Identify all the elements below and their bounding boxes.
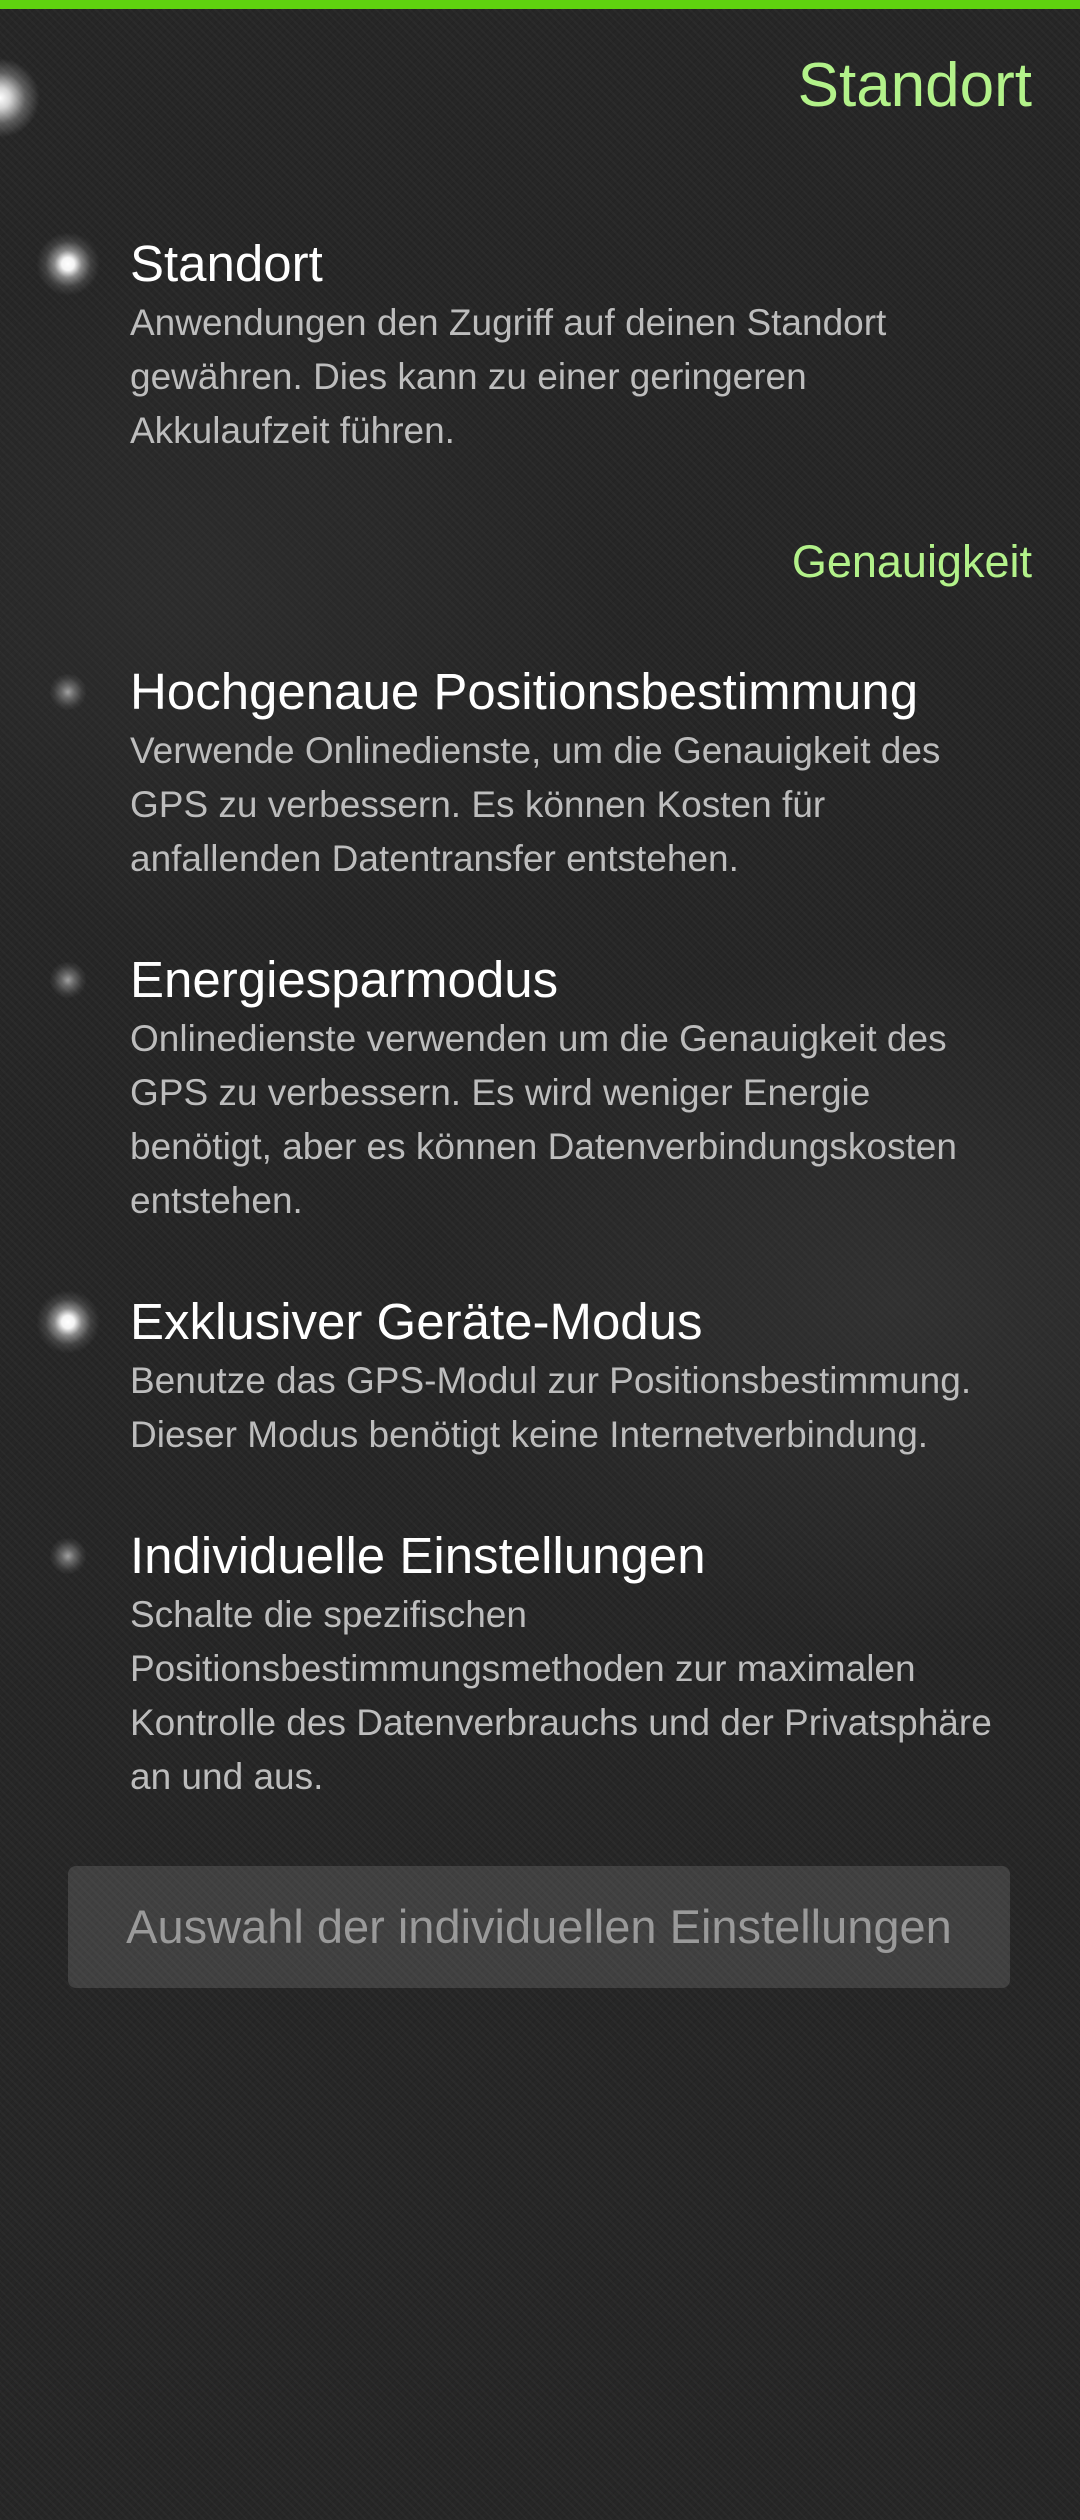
accuracy-option-description: Onlinedienste verwenden um die Genauigkeit des GPS zu verbessern. Es wird weniger Energie benötigt, aber es können Datenverbindungskosten entstehen. xyxy=(130,1018,957,1221)
accuracy-option-title: Hochgenaue Positionsbestimmung xyxy=(130,663,919,720)
location-switch-description: Anwendungen den Zugriff auf deinen Standort gewähren. Dies kann zu einer geringeren Akkulaufzeit führen. xyxy=(130,302,887,451)
accuracy-option-title: Energiesparmodus xyxy=(130,951,559,1008)
accuracy-option-battery-saving[interactable] xyxy=(0,948,1080,1228)
custom-settings-button[interactable]: Auswahl der individuellen Einstellungen xyxy=(68,1866,1010,1988)
accuracy-option-description: Schalte die spezifischen Positionsbestimmungsmethoden zur maximalen Kontrolle des Datenverbrauchs und der Privatsphäre an und aus. xyxy=(130,1594,992,1797)
status-bar-accent xyxy=(0,0,1080,9)
accuracy-option-title: Exklusiver Geräte-Modus xyxy=(130,1293,703,1350)
accuracy-option-title: Individuelle Einstellungen xyxy=(130,1527,706,1584)
location-switch-title: Standort xyxy=(130,235,323,292)
accuracy-option-custom[interactable] xyxy=(0,1524,1080,1804)
radio-indicator-icon xyxy=(50,1538,86,1574)
accuracy-option-high[interactable] xyxy=(0,660,1080,890)
radio-indicator-icon xyxy=(50,674,86,710)
switch-indicator-icon xyxy=(36,232,100,296)
location-switch[interactable] xyxy=(0,232,1080,462)
radio-indicator-icon xyxy=(36,1290,100,1354)
accuracy-option-device-only[interactable] xyxy=(0,1290,1080,1470)
page-title: Standort xyxy=(797,51,1032,120)
accuracy-option-description: Verwende Onlinedienste, um die Genauigkeit des GPS zu verbessern. Es können Kosten für anfallenden Datentransfer entstehen. xyxy=(130,730,941,879)
section-header-accuracy: Genauigkeit xyxy=(791,536,1032,587)
accuracy-option-description: Benutze das GPS-Modul zur Positionsbestimmung. Dieser Modus benötigt keine Internetverbindung. xyxy=(130,1360,972,1455)
radio-indicator-icon xyxy=(50,962,86,998)
pulley-menu-indicator-icon xyxy=(0,58,40,138)
